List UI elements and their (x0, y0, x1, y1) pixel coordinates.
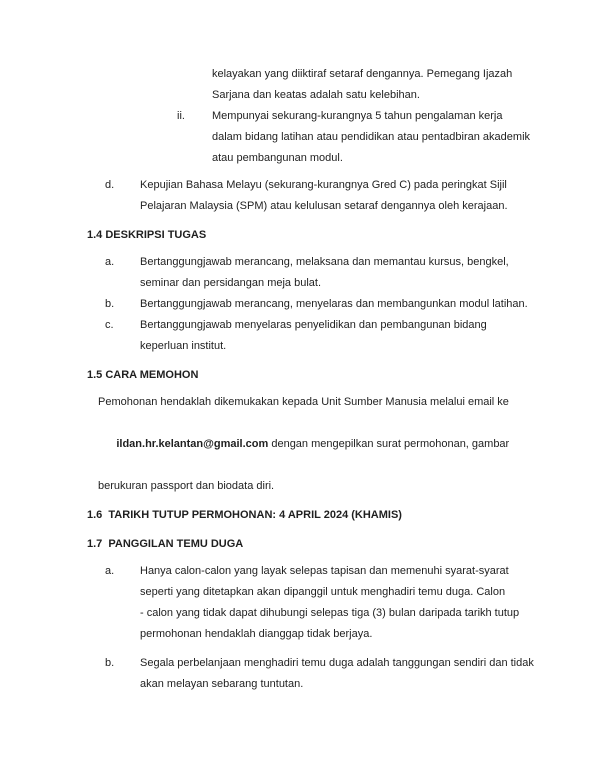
section-heading-1-6: 1.6 TARIKH TUTUP PERMOHONAN: 4 APRIL 2024 (KHAMIS) (87, 509, 402, 521)
email-address: ildan.hr.kelantan@gmail.com (116, 438, 269, 450)
item-i-continuation (212, 64, 600, 106)
item-marker: c. (105, 319, 114, 331)
text-line: Pemohonan hendaklah dikemukakan kepada Unit Sumber Manusia melalui email ke (98, 396, 509, 408)
task-item-b (0, 294, 600, 315)
text-line: Bertanggungjawab menyelaras penyelidikan dan pembangunan bidang (140, 319, 487, 331)
text-line: akan melayan sebarang tuntutan. (140, 678, 304, 690)
item-marker: a. (105, 565, 115, 577)
item-marker: d. (105, 179, 115, 191)
text-line: permohonan hendaklah dianggap tidak berjaya. (140, 628, 373, 640)
text-line: kelayakan yang diiktiraf setaraf dengannya. Pemegang Ijazah (212, 68, 513, 80)
item-marker: b. (105, 657, 115, 669)
text-line (98, 413, 600, 476)
text-line: Kepujian Bahasa Melayu (sekurang-kurangnya Gred C) pada peringkat Sijil (140, 179, 507, 191)
item-marker: ii. (177, 110, 185, 122)
text-segment: dengan mengepilkan surat permohonan, gambar (268, 438, 510, 450)
task-item-a (0, 252, 600, 294)
text-line: Sarjana dan keatas adalah satu kelebihan. (212, 89, 420, 101)
text-line: Bertanggungjawab merancang, melaksana dan memantau kursus, bengkel, (140, 256, 509, 268)
section-heading-1-4: 1.4 DESKRIPSI TUGAS (87, 229, 207, 241)
text-line: dalam bidang latihan atau pendidikan atau pentadbiran akademik (212, 131, 531, 143)
text-line: atau pembangunan modul. (212, 152, 343, 164)
text-line: Segala perbelanjaan menghadiri temu duga adalah tanggungan sendiri dan tidak (140, 657, 534, 669)
text-line: Pelajaran Malaysia (SPM) atau kelulusan setaraf dengannya oleh kerajaan. (140, 200, 508, 212)
section-heading-1-5: 1.5 CARA MEMOHON (87, 369, 199, 381)
text-line: seminar dan persidangan meja bulat. (140, 277, 322, 289)
section-heading-1-7: 1.7 PANGGILAN TEMU DUGA (87, 538, 244, 550)
text-line: berukuran passport dan biodata diri. (98, 480, 275, 492)
text-line: seperti yang ditetapkan akan dipanggil untuk menghadiri temu duga. Calon (140, 586, 506, 598)
list-item-ii (0, 106, 600, 169)
text-line: Bertanggungjawab merancang, menyelaras dan membangunkan modul latihan. (140, 298, 528, 310)
task-item-c (0, 315, 600, 357)
text-line: Mempunyai sekurang-kurangnya 5 tahun pengalaman kerja (212, 110, 503, 122)
item-marker: b. (105, 298, 115, 310)
text-line: - calon yang tidak dapat dihubungi selepas tiga (3) bulan daripada tarikh tutup (140, 607, 520, 619)
interview-item-a (0, 561, 600, 645)
text-line: keperluan institut. (140, 340, 227, 352)
interview-item-b (0, 653, 600, 695)
list-item-d (0, 175, 600, 217)
item-marker: a. (105, 256, 115, 268)
apply-paragraph (98, 392, 600, 497)
text-line: Hanya calon-calon yang layak selepas tapisan dan memenuhi syarat-syarat (140, 565, 509, 577)
